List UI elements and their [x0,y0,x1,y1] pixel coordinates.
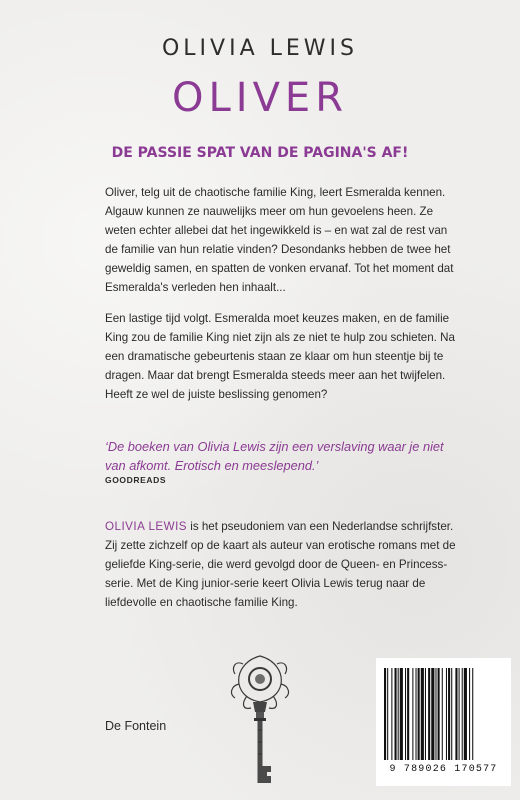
quote-source: GOODREADS [105,475,167,485]
barcode-bars [382,668,505,760]
tagline: DE PASSIE SPAT VAN DE PAGINA'S AF! [111,145,409,161]
author-bio [105,517,461,612]
author-name: OLIVIA LEWIS [161,36,358,61]
bio-author-name: OLIVIA LEWIS [105,520,188,533]
blurb-paragraph-1: Oliver, telg uit de chaotische familie King, leert Esmeralda kennen. Algauw kunnen ze nauwelijks meer om hun gevoelens heen. Ze weten echter allebei dat het ingewikkeld is – en wat zal de rest van de familie van hun relatie vinden? Desondanks hebben de twee het geweldig samen, en spatten de vonken ervanaf. Tot het moment dat Esmeralda's verleden hen inhaalt... [105,186,454,294]
blurb-paragraph-2: Een lastige tijd volgt. Esmeralda moet keuzes maken, en de familie King zou de familie King niet zijn als ze niet te hulp zou schieten. Na een dramatische gebeurtenis staan ze klaar om hun steentje bij te dragen. Maar dat brengt Esmeralda steeds meer aan het twijfelen. Heeft ze wel de juiste beslissing genomen? [105,312,455,401]
barcode [376,658,511,786]
key-icon [225,650,295,800]
publisher-name: De Fontein [105,719,167,733]
barcode-number: 9 789026 170577 [389,764,498,775]
bio-text: is het pseudoniem van een Nederlandse schrijfster. Zij zette zichzelf op de kaart als auteur van erotische romans met de geliefde King-serie, die werd gevolgd door de Queen- en Princess-serie. Met de King junior-serie keert Olivia Lewis terug naar de liefdevolle en chaotische familie King. [105,520,456,609]
book-title: OLIVER [172,75,348,121]
review-quote: ‘De boeken van Olivia Lewis zijn een verslaving waar je niet van afkomt. Erotisch en meeslepend.’ [105,439,444,473]
